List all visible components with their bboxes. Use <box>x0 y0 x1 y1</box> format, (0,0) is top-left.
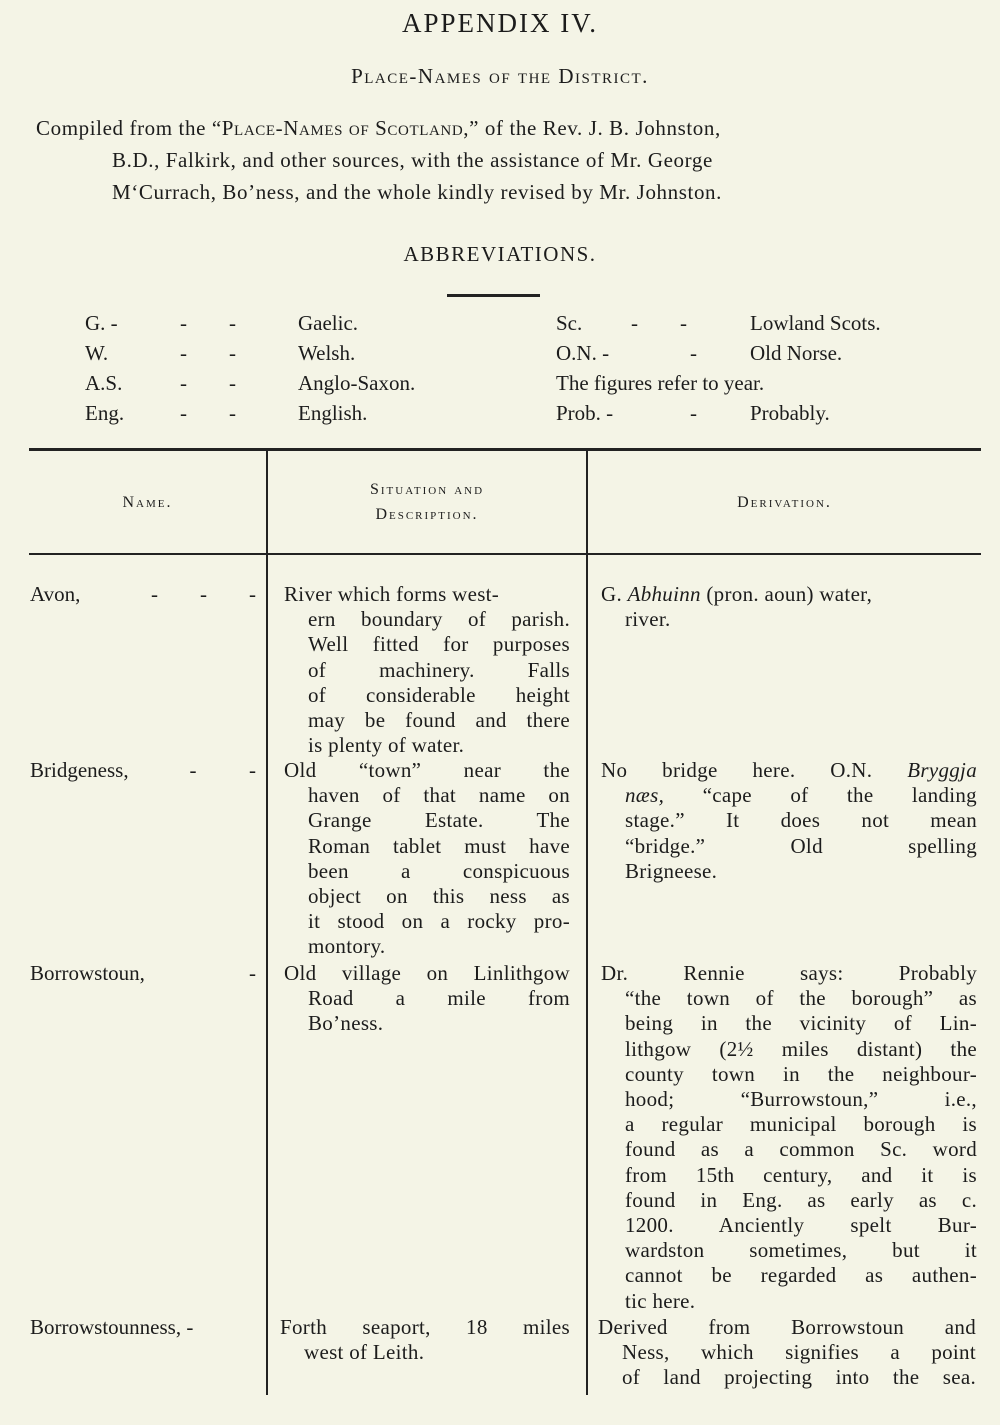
table-header-rule <box>29 553 981 555</box>
derivation-line: cannot be regarded as authen- <box>625 1263 977 1288</box>
abbr-left-list <box>85 308 485 428</box>
abbr-meaning: Lowland Scots. <box>750 311 881 335</box>
table-row-derivation <box>598 1315 976 1391</box>
derivation-line: “the town of the borough” as <box>625 986 977 1011</box>
place-name: Borrowstounness, - <box>30 1315 194 1339</box>
intro-line1-a: Compiled from the “ <box>36 116 222 140</box>
abbr-right-list <box>556 308 976 428</box>
situation-line: Forth seaport, 18 miles <box>280 1315 570 1339</box>
derivation-suffix: (pron. aoun) water, <box>700 582 873 606</box>
header-name: Name. <box>122 494 173 511</box>
abbr-dashes: - - <box>180 401 236 425</box>
derivation-suffix: “cape of the landing <box>664 783 977 808</box>
abbr-meaning: Probably. <box>750 401 830 425</box>
header-situation-line2: Description. <box>375 506 479 523</box>
situation-line: of considerable height <box>308 682 570 707</box>
table-row-situation <box>284 758 570 960</box>
table-row-derivation <box>601 961 977 1314</box>
derivation-prefix: No bridge here. O.N. <box>601 758 908 782</box>
intro-paragraph <box>36 112 980 208</box>
derivation-line: found as a common Sc. word <box>625 1137 977 1162</box>
column-divider-2 <box>586 450 588 1395</box>
derivation-line: wardston sometimes, but it <box>625 1238 977 1263</box>
situation-line: object on this ness as <box>308 884 570 909</box>
abbr-dashes: - - <box>631 311 687 335</box>
header-derivation: Derivation. <box>737 494 832 511</box>
table-row-derivation <box>601 758 977 884</box>
abbr-dashes: - <box>690 341 697 365</box>
abbr-row <box>556 338 976 368</box>
intro-line1-b: ,” of the Rev. J. B. Johnston, <box>463 116 721 140</box>
table-row-situation <box>284 961 570 1037</box>
derivation-line <box>601 758 977 783</box>
table-row-derivation <box>601 582 977 632</box>
derivation-line: county town in the neighbour- <box>625 1061 977 1086</box>
intro-line2: B.D., Falkirk, and other sources, with the assistance of Mr. George <box>112 148 713 172</box>
abbr-term: Sc. <box>556 311 583 335</box>
abbr-row <box>85 368 485 398</box>
derivation-line: 1200. Anciently spelt Bur- <box>625 1213 977 1238</box>
abbr-meaning: Old Norse. <box>750 341 843 365</box>
situation-line: ern boundary of parish. <box>308 607 570 632</box>
abbr-meaning: Gaelic. <box>298 311 359 335</box>
abbr-dashes: - - <box>180 311 236 335</box>
place-name: Avon, <box>30 582 81 606</box>
situation-line: been a conspicuous <box>308 858 570 883</box>
derivation-line <box>601 783 977 808</box>
derivation-line: of land projecting into the sea. <box>622 1365 976 1390</box>
derivation-italic: Abhuinn <box>627 582 701 606</box>
situation-line: west of Leith. <box>304 1340 425 1365</box>
place-name: Bridgeness, <box>30 758 129 782</box>
header-situation <box>268 477 586 527</box>
abbr-term: A.S. <box>85 371 123 395</box>
section-subtitle: Place-Names of the District. <box>351 64 649 88</box>
derivation-italic: Bryggja <box>907 758 977 782</box>
situation-line: River which forms west- <box>284 582 500 606</box>
abbr-dashes: - - <box>180 371 236 395</box>
situation-line: it stood on a rocky pro- <box>308 909 570 934</box>
table-row-name <box>30 758 256 783</box>
abbr-term: G. - <box>85 311 118 335</box>
derivation-line: found in Eng. as early as c. <box>625 1187 977 1212</box>
table-row-name <box>30 582 256 607</box>
derivation-line: lithgow (2½ miles distant) the <box>625 1036 977 1061</box>
abbr-row <box>556 398 976 428</box>
table-row-name <box>30 1315 256 1340</box>
derivation-line: from 15th century, and it is <box>625 1162 977 1187</box>
intro-line3: M‘Currach, Bo’ness, and the whole kindly revised by Mr. Johnston. <box>112 180 723 204</box>
abbr-row <box>556 368 976 398</box>
name-dashes: - - <box>189 758 256 782</box>
abbr-meaning: English. <box>298 401 368 425</box>
derivation-line: river. <box>625 607 671 632</box>
derivation-line: Dr. Rennie says: Probably <box>601 961 977 985</box>
header-situation-line1: Situation and <box>369 481 485 498</box>
derivation-line: hood; “Burrowstoun,” i.e., <box>625 1087 977 1112</box>
derivation-italic: næs, <box>625 783 665 808</box>
place-name: Borrowstoun, <box>30 961 145 985</box>
derivation-line: tic here. <box>625 1288 696 1313</box>
abbr-dashes: - <box>690 401 697 425</box>
situation-line: Well fitted for purposes <box>308 632 570 657</box>
situation-line: Bo’ness. <box>308 1011 384 1036</box>
abbr-row <box>85 398 485 428</box>
abbr-dashes: - - <box>180 341 236 365</box>
situation-line: haven of that name on <box>308 783 570 808</box>
situation-line: Old village on Linlithgow <box>284 961 570 985</box>
derivation-line: “bridge.” Old spelling <box>625 833 977 858</box>
derivation-line <box>601 582 977 607</box>
abbr-term: Eng. <box>85 401 125 425</box>
table-row-name <box>30 961 256 986</box>
abbr-term: O.N. - <box>556 341 610 365</box>
abbr-term: W. <box>85 341 109 365</box>
abbr-row <box>85 308 485 338</box>
intro-book-title: Place-Names of Scotland <box>221 116 464 140</box>
abbr-note: The figures refer to year. <box>556 371 765 395</box>
derivation-prefix: G. <box>601 582 628 606</box>
situation-line: Road a mile from <box>308 986 570 1011</box>
appendix-title: APPENDIX IV. <box>401 8 599 38</box>
table-row-situation <box>280 1315 570 1365</box>
abbreviations-heading: ABBREVIATIONS. <box>403 242 597 266</box>
derivation-line: stage.” It does not mean <box>625 808 977 833</box>
derivation-line: a regular municipal borough is <box>625 1112 977 1137</box>
abbreviations-rule <box>447 294 540 297</box>
situation-line: Grange Estate. The <box>308 808 570 833</box>
abbr-meaning: Welsh. <box>298 341 356 365</box>
name-dashes: - <box>249 961 256 985</box>
derivation-line: Derived from Borrowstoun and <box>598 1315 976 1339</box>
situation-line: of machinery. Falls <box>308 657 570 682</box>
situation-line: montory. <box>308 934 386 959</box>
table-top-rule <box>29 448 981 451</box>
derivation-line: being in the vicinity of Lin- <box>625 1011 977 1036</box>
situation-line: is plenty of water. <box>308 733 465 758</box>
derivation-line: Ness, which signifies a point <box>622 1340 976 1365</box>
situation-line: may be found and there <box>308 708 570 733</box>
abbr-meaning: Anglo-Saxon. <box>298 371 416 395</box>
table-row-situation <box>284 582 570 758</box>
name-dashes: - - - <box>151 582 256 606</box>
derivation-line: Brigneese. <box>625 858 718 883</box>
abbr-row <box>556 308 976 338</box>
situation-line: Roman tablet must have <box>308 833 570 858</box>
abbr-term: Prob. - <box>556 401 614 425</box>
situation-line: Old “town” near the <box>284 758 570 782</box>
column-divider-1 <box>266 450 268 1395</box>
abbr-row <box>85 338 485 368</box>
